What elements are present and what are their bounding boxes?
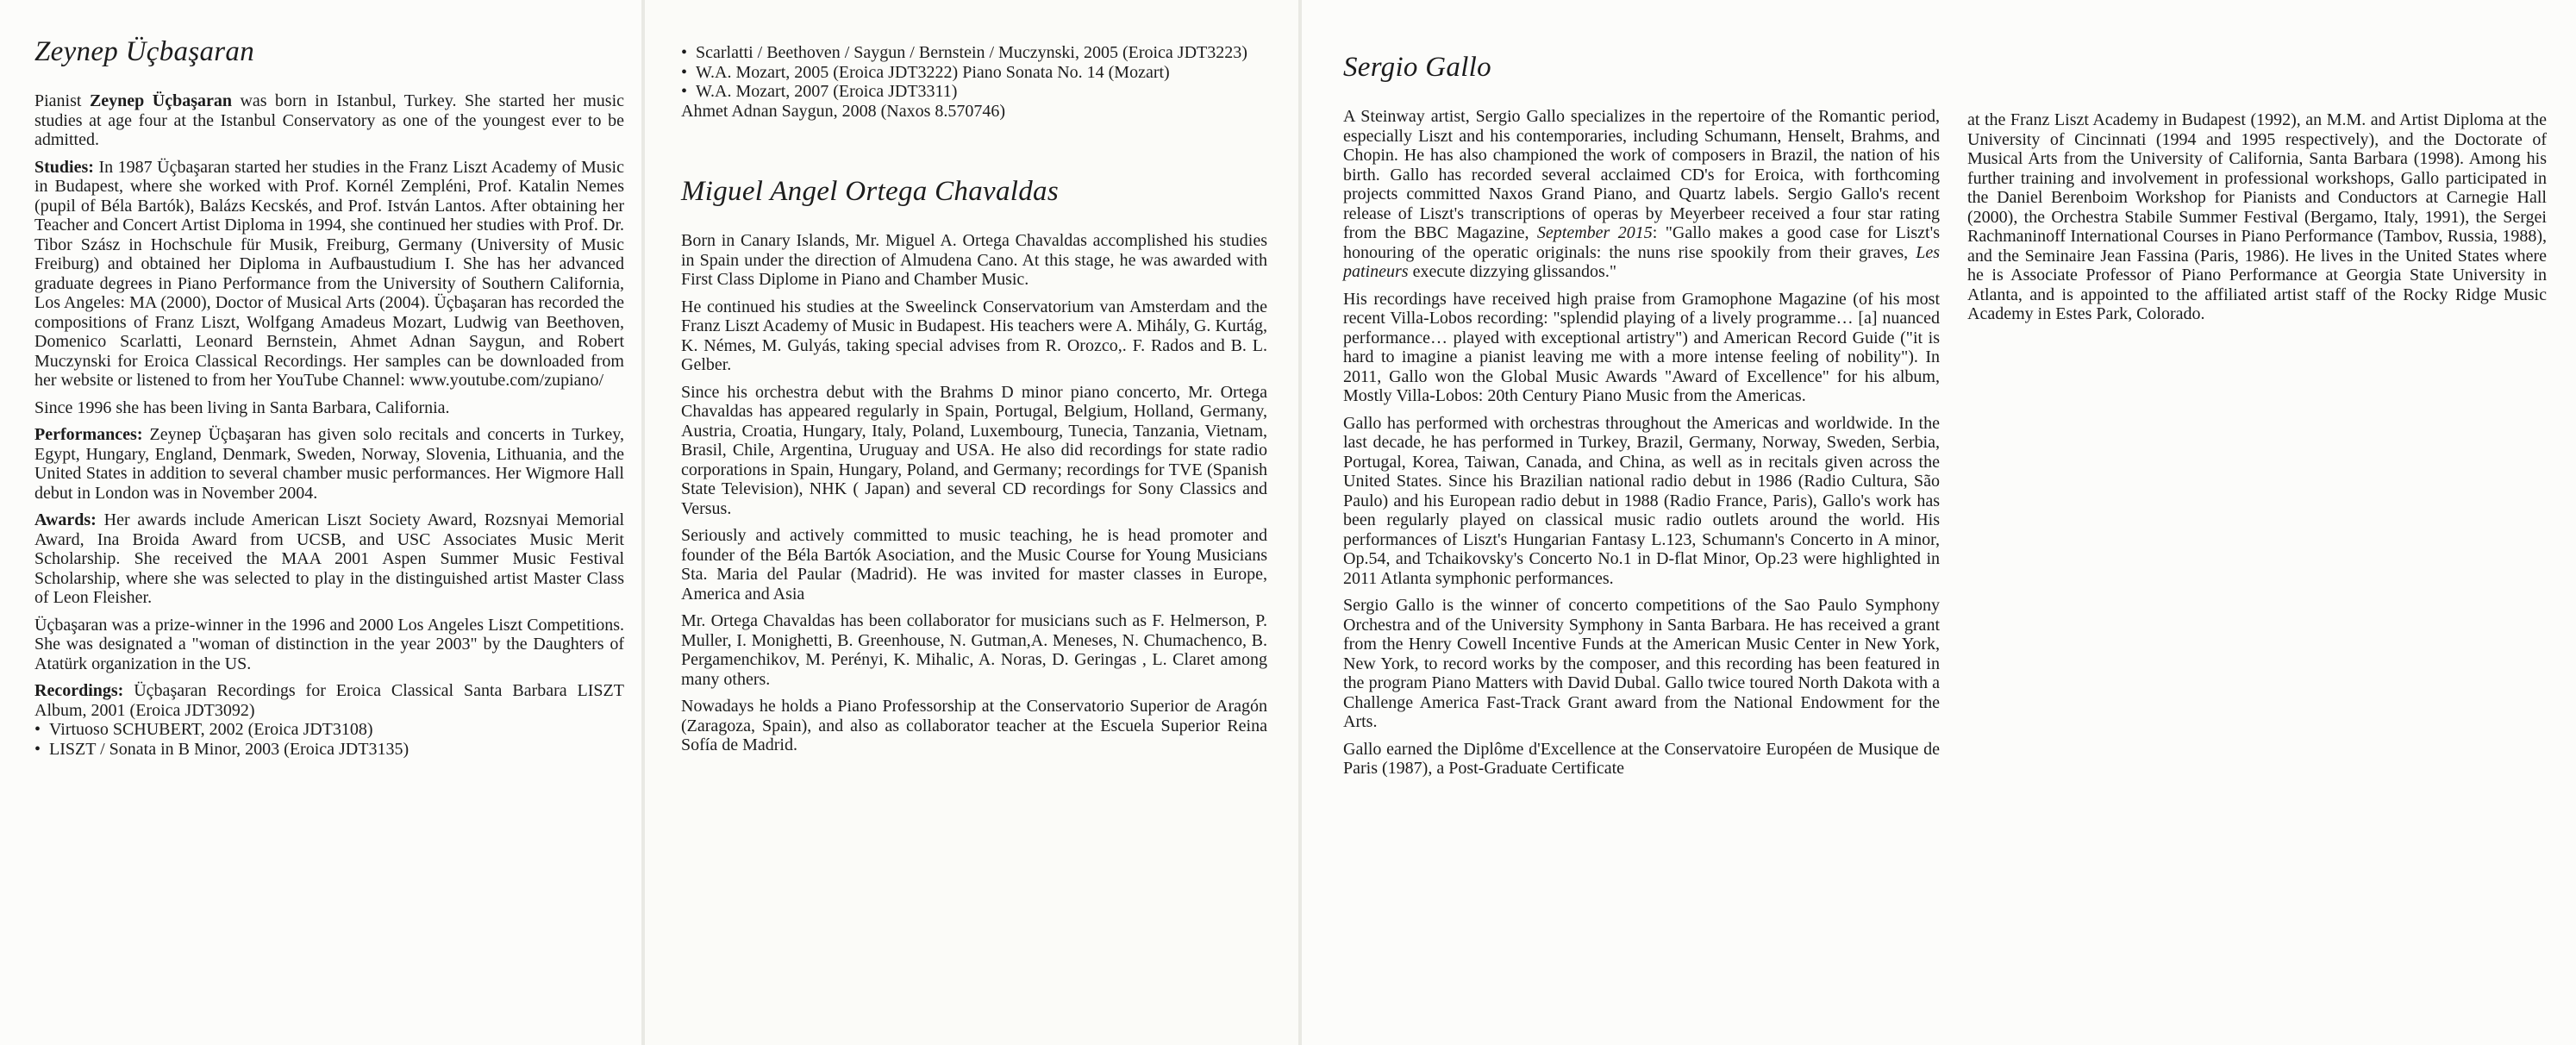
zeynep-recordings: Recordings: Üçbaşaran Recordings for Eroica Classical Santa Barbara LISZT Album, 2001 (Eroica JDT3092) • Virtuoso SCHUBERT, 2002 (Eroica JDT3108) • LISZT / Sonata in B Minor, 2003 (Eroica JDT3135) bbox=[34, 681, 624, 759]
zeynep-intro: Pianist Zeynep Üçbaşaran was born in Istanbul, Turkey. She started her music studies at age four at the Istanbul Conservatory as one of the youngest ever to be admitted. bbox=[34, 91, 625, 149]
sergio-paragraph: Gallo earned the Diplôme d'Excellence at the Conservatoire Européen de Musique de Paris (1987), a Post-Graduate Certificate bbox=[1343, 739, 1940, 778]
miguel-paragraph: Since his orchestra debut with the Brahms D minor piano concerto, Mr. Ortega Chavaldas has appeared regularly in Spain, Portugal, Belgium, Holland, Germany, Austria, Croatia, Hungary, Italy, Poland, Luxembourg, Tunecia, Tanzania, Vietnam, Brasil, Chile, Argentina, Uruguay and USA. He also did recordings for state radio corporations in Spain, Hungary, Poland, and Germany; recordings for TVE (Spanish State Television), NHK ( Japan) and several CD recordings for Sony Classics and Versus. bbox=[681, 382, 1267, 518]
zeynep-since: Since 1996 she has been living in Santa Barbara, California. bbox=[34, 397, 450, 417]
sergio-paragraph: at the Franz Liszt Academy in Budapest (1992), an M.M. and Artist Diploma at the University of Cincinnati (1994 and 1995 respectively), and the Doctorate of Musical Arts from the University of California, Santa Barbara (1998). Among his further training and involvement in professional workshops, Gallo participated in the Daniel Berenboim Workshop for Pianists and Conductors at Carnegie Hall (2000), the Orchestra Stabile Summer Festival (Bergamo, Italy, 1991), the Sergei Rachmaninoff International Courses in Piano Performance (Tambov, Russia, 1988), and the Seminaire Jean Fassina (Paris, 1986). He lives in the United States where he is Associate Professor of Piano Performance at Georgia State University in Atlanta, and is appointed to the affiliated artist staff of the Rocky Ridge Music Academy in Estes Park, Colorado. bbox=[1967, 110, 2547, 323]
miguel-paragraph: He continued his studies at the Sweelinck Conservatorium van Amsterdam and the Franz Liszt Academy of Music in Budapest. His teachers were A. Mihály, G. Kurtág, K. Némes, M. Gulyás, taking special advises from R. Orozco,. F. Rados and B. L. Gelber. bbox=[681, 297, 1267, 374]
zeynep-heading: Zeynep Üçbaşaran bbox=[34, 36, 255, 67]
booklet-page-right bbox=[1302, 0, 2576, 1045]
booklet-page-middle bbox=[645, 0, 1298, 1045]
zeynep-awards: Awards: Her awards include American Liszt Society Award, Rozsnyai Memorial Award, Ina Broida Award from UCSB, and USC Associates Music Merit Scholarship. She received the MAA 2001 Aspen Summer Music Festival Scholarship, where she was selected to play in the distinguished artist Master Class of Leon Fleisher. bbox=[34, 510, 624, 607]
sergio-heading: Sergio Gallo bbox=[1343, 52, 1491, 83]
sergio-bio-column bbox=[1343, 50, 1940, 786]
booklet-page-left bbox=[0, 0, 641, 1045]
zeynep-bio-column bbox=[34, 34, 624, 759]
sergio-paragraph: Sergio Gallo is the winner of concerto competitions of the Sao Paulo Symphony Orchestra and of the University Symphony in Santa Barbara. He has received a grant from the Henry Cowell Incentive Funds at the American Music Center in New York, New York, to record works by the composer, and this recording has been featured in the program Piano Matters with David Dubal. Gallo twice toured North Dakota with a Challenge America Fast-Track Grant award from the National Endowment for the Arts. bbox=[1343, 596, 1940, 731]
recording-item: • W.A. Mozart, 2007 (Eroica JDT3311) bbox=[681, 82, 1267, 102]
recording-item: • Scarlatti / Beethoven / Saygun / Bernstein / Muczynski, 2005 (Eroica JDT3223) bbox=[681, 43, 1267, 63]
miguel-paragraph: Seriously and actively committed to music teaching, he is head promoter and founder of the Béla Bartók Asociation, and the Music Course for Young Musicians Sta. Maria del Paular (Madrid). He was invited for master classes in Europe, America and Asia bbox=[681, 526, 1267, 604]
zeynep-studies: Studies: In 1987 Üçbaşaran started her studies in the Franz Liszt Academy of Music in Budapest, where she worked with Prof. Kornél Zempléni, Prof. Katalin Nemes (pupil of Béla Bartók), Balázs Kecskés, and Prof. István Lantos. After obtaining her Teacher and Concert Artist Diploma in 1994, she continued her studies with Prof. Dr. Tibor Szász in Hochschule für Musik, Freiburg, Germany (University of Music Freiburg) and obtained her Diploma in Aufbaustudium I. She has her advanced graduate degrees in Piano Performance from the University of Southern California, Los Angeles: MA (2000), Doctor of Musical Arts (2004). Üçbaşaran has recorded the compositions of Franz Liszt, Wolfgang Amadeus Mozart, Ludwig van Beethoven, Domenico Scarlatti, Leonard Bernstein, Ahmet Adnan Saygun, and Robert Muczynski for Eroica Classical Recordings. Her samples can be downloaded from her website or listened to from her YouTube Channel: www.youtube.com/zupiano/ bbox=[34, 157, 624, 390]
sergio-paragraph: His recordings have received high praise from Gramophone Magazine (of his most recent Villa-Lobos recording: "splendid playing of a lively programme… [a] nuanced performance… played with exceptional artistry") and American Record Guide ("it is hard to imagine a pianist leaving me with a more intense feeling of nobility"). In 2011, Gallo won the Global Music Awards "Award of Excellence" for his album, Mostly Villa-Lobos: 20th Century Piano Music from the Americas. bbox=[1343, 289, 1940, 405]
sergio-paragraph: A Steinway artist, Sergio Gallo specializes in the repertoire of the Romantic period, especially Liszt and his contemporaries, including Schumann, Henselt, Brahms, and Chopin. He has also championed the work of composers in Brazil, the nation of his birth. Gallo has recorded several acclaimed CD's for Eroica, with forthcoming projects committed Naxos Grand Piano, and Quartz labels. Sergio Gallo's recent release of Liszt's transcriptions of operas by Meyerbeer received a four star rating from the BBC Magazine, September 2015: "Gallo makes a good case for Liszt's honouring of the operatic originals: the nuns rise spookily from their graves, Les patineurs execute dizzying glissandos." bbox=[1343, 107, 1940, 281]
miguel-paragraph: Nowadays he holds a Piano Professorship at the Conservatorio Superior de Aragón (Zaragoza, Spain), and also as collaborator teacher at the Escuela Superior Reina Sofía de Madrid. bbox=[681, 697, 1267, 754]
miguel-heading: Miguel Angel Ortega Chavaldas bbox=[681, 176, 1059, 207]
recordings-continued bbox=[681, 43, 1267, 121]
recordings-continued-column bbox=[681, 43, 1267, 763]
miguel-paragraph: Mr. Ortega Chavaldas has been collaborator for musicians such as F. Helmerson, P. Muller, I. Monighetti, B. Greenhouse, N. Gutman,A. Meneses, N. Chumachenco, B. Pergamenchikov, M. Perényi, K. Mihalic, A. Noras, D. Geringas , L. Claret among many others. bbox=[681, 611, 1267, 689]
miguel-paragraph: Born in Canary Islands, Mr. Miguel A. Ortega Chavaldas accomplished his studies in Spain under the direction of Almudena Cano. At this stage, he was awarded with First Class Diplome in Piano and Chamber Music. bbox=[681, 231, 1267, 289]
zeynep-performances: Performances: Zeynep Üçbaşaran has given solo recitals and concerts in Turkey, Egypt, Hungary, England, Denmark, Sweden, Norway, Slovenia, Lithuania, and the United States in addition to several chamber music performances. Her Wigmore Hall debut in London was in November 2004. bbox=[34, 425, 624, 503]
recording-item: • Virtuoso SCHUBERT, 2002 (Eroica JDT3108) bbox=[34, 720, 624, 740]
recording-item: • W.A. Mozart, 2005 (Eroica JDT3222) Piano Sonata No. 14 (Mozart) bbox=[681, 63, 1267, 83]
recording-item: • LISZT / Sonata in B Minor, 2003 (Eroica JDT3135) bbox=[34, 740, 624, 760]
sergio-bio-column-continued bbox=[1967, 110, 2547, 332]
recording-item: Ahmet Adnan Saygun, 2008 (Naxos 8.570746) bbox=[681, 101, 1006, 121]
zeynep-prize: Üçbaşaran was a prize-winner in the 1996 and 2000 Los Angeles Liszt Competitions. She was designated a "woman of distinction in the year 2003" by the Daughters of Atatürk organization in the US. bbox=[34, 615, 624, 673]
sergio-paragraph: Gallo has performed with orchestras throughout the Americas and worldwide. In the last decade, he has performed in Turkey, Brazil, Germany, Norway, Sweden, Serbia, Portugal, Korea, Taiwan, Canada, and China, as well as in recitals given across the United States. Since his Brazilian national radio debut in 1986 (Radio Cultura, São Paulo) and his European radio debut in 1988 (Radio France, Paris), Gallo's work has been regularly played on classical music radio outlets around the world. His performances of Liszt's Hungarian Fantasy L.123, Schumann's Concerto in A minor, Op.54, and Tchaikovsky's Concerto No.1 in D-flat Minor, Op.23 were highlighted in 2011 Atlanta symphonic performances. bbox=[1343, 413, 1940, 588]
